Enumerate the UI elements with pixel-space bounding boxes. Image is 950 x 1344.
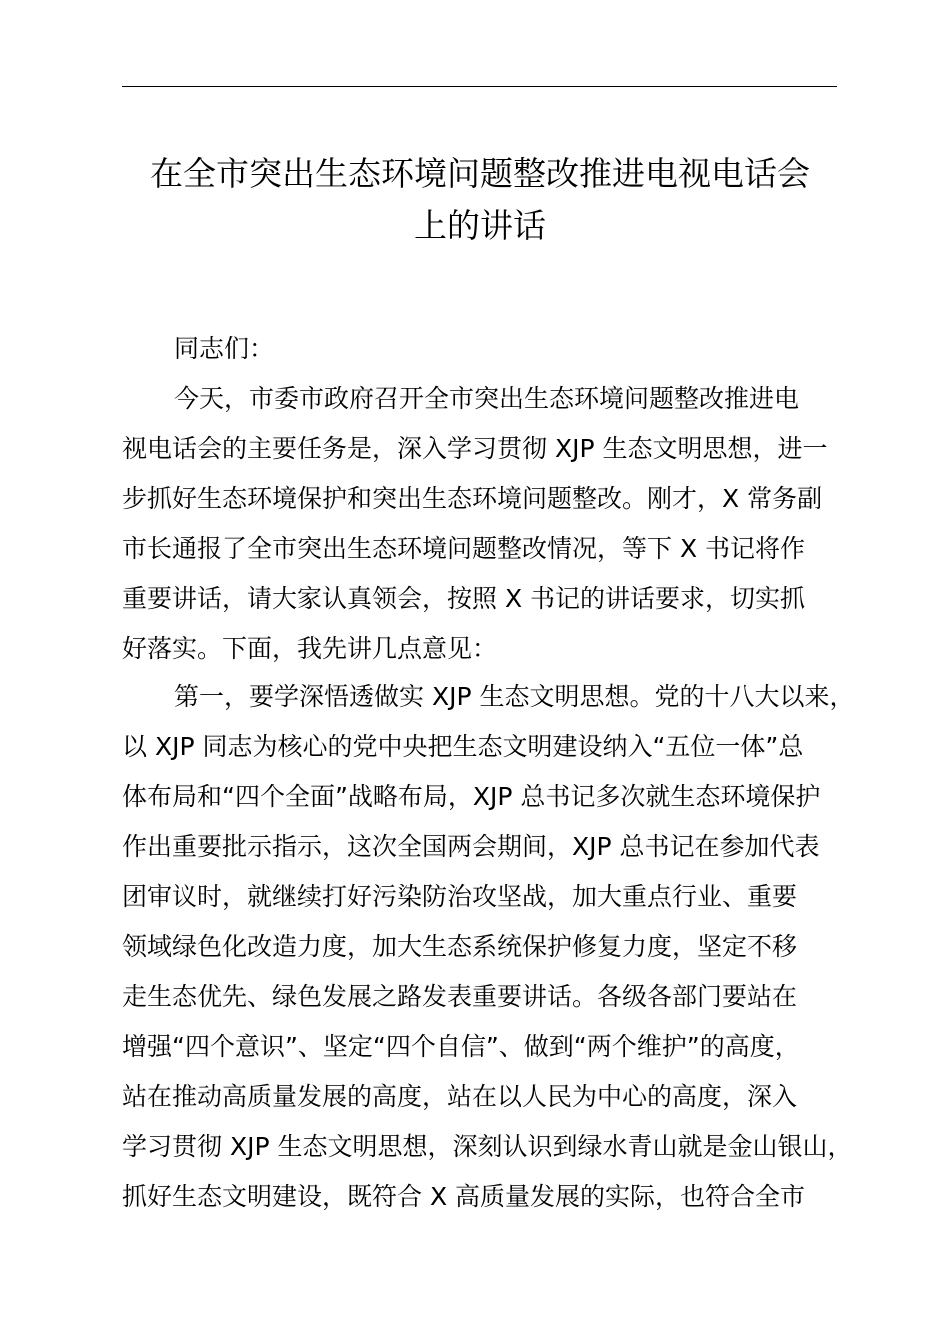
title-line: 上的讲话	[414, 206, 546, 245]
text-line: 走生态优先、绿色发展之路发表重要讲话。各级各部门要站在	[122, 982, 798, 1011]
text-line: 以 XJP 同志为核心的党中央把生态文明建设纳入“五位一体”总	[122, 732, 804, 761]
body-paragraph	[122, 678, 862, 1228]
text-line: 市长通报了全市突出生态环境问题整改情况，等下 X 书记将作	[122, 534, 806, 563]
text-line: 今天，市委市政府召开全市突出生态环境问题整改推进电	[174, 384, 800, 413]
title-line: 在全市突出生态环境问题整改推进电视电话会	[150, 154, 810, 193]
text-line: 抓好生态文明建设，既符合 X 高质量发展的实际，也符合全市	[122, 1182, 806, 1211]
text-line: 站在推动高质量发展的高度，站在以人民为中心的高度，深入	[122, 1082, 798, 1111]
body-paragraph	[122, 380, 862, 680]
salutation: 同志们：	[174, 334, 275, 363]
text-line: 团审议时，就继续打好污染防治攻坚战，加大重点行业、重要	[122, 882, 798, 911]
text-line: 第一，要学深悟透做实 XJP 生态文明思想。党的十八大以来，	[174, 682, 855, 711]
text-line: 步抓好生态环境保护和突出生态环境问题整改。刚才，X 常务副	[122, 484, 823, 513]
document-title	[100, 148, 860, 252]
text-line: 视电话会的主要任务是，深入学习贯彻 XJP 生态文明思想，进一	[122, 434, 828, 463]
text-line: 重要讲话，请大家认真领会，按照 X 书记的讲话要求，切实抓	[122, 584, 806, 613]
text-line: 增强“四个意识”、坚定“四个自信”、做到“两个维护”的高度，	[122, 1032, 800, 1061]
text-line: 领域绿色化改造力度，加大生态系统保护修复力度，坚定不移	[122, 932, 798, 961]
text-line: 学习贯彻 XJP 生态文明思想，深刻认识到绿水青山就是金山银山，	[122, 1132, 853, 1161]
text-line: 体布局和“四个全面”战略布局，XJP 总书记多次就生态环境保护	[122, 782, 821, 811]
text-line: 好落实。下面，我先讲几点意见：	[122, 634, 498, 663]
text-line: 作出重要批示指示，这次全国两会期间，XJP 总书记在参加代表	[122, 832, 820, 861]
header-rule	[122, 86, 837, 87]
